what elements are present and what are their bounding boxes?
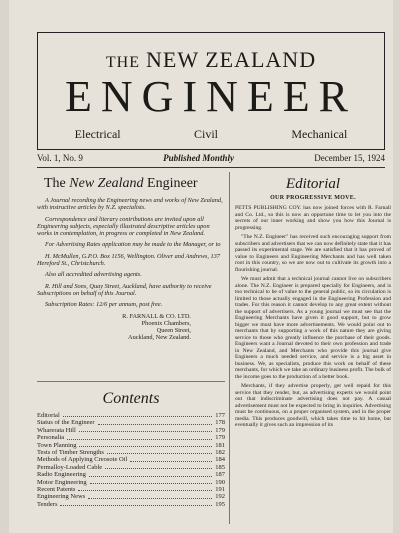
contents-list	[37, 412, 225, 508]
editorial-paragraph: We must admit that a technical journal cannot live on subscribers alone. The N.Z. Engineer is prepared specially for Engineers, and is too technical to be of value to the general public, so its circulation is limited to those actually engaged in the Engineering Profession and trades. For this reason it cannot develop to any great extent without the support of advertisers. As a young journal we must see that the Engineering Merchants have given it good support, but to grow bigger we must have more advertisements. We would point out to merchants that by supporting a work of this nature they are giving service to those who greatly influence the purchase of their goods. Engineers want a Journal devoted to their own profession and trade in New Zealand, and Merchants who provide this journal give Engineers a much needed service, and service is a big asset in business. We, as specialists, produce this work on behalf of these merchants, for which we take an ordinary business profit. The bulk of the income goes to the production of a better book.	[235, 276, 392, 380]
masthead-the: THE	[105, 54, 141, 71]
contents-item-page: 187	[215, 471, 225, 479]
contents-leader-dots	[98, 419, 213, 424]
contents-item-label: Motor Engineering	[37, 478, 87, 486]
contents-item-label: Personalia	[37, 434, 65, 442]
issue-volume: Vol. 1, No. 9	[37, 153, 83, 163]
intro-column	[37, 176, 225, 348]
contents-item-label: Methods of Applying Creosote Oil	[37, 456, 128, 464]
contents-item	[37, 427, 225, 434]
contents-item-label: Wharerata Hill	[37, 426, 76, 434]
contents-leader-dots	[88, 493, 212, 498]
contents-leader-dots	[107, 449, 212, 454]
contents-item-page: 178	[215, 419, 225, 427]
contents-item-page: 185	[215, 463, 225, 471]
contents-leader-dots	[90, 479, 213, 484]
contents-item	[37, 464, 225, 471]
intro-paragraph: A Journal recording the Engineering news and works of New Zealand, with instructive articles by N.Z. specialists.	[37, 197, 223, 212]
contents-item-label: Tests of Timber Strengths	[37, 449, 104, 457]
contents-item-page: 195	[215, 500, 225, 508]
contents-item-page: 177	[215, 412, 225, 419]
intro-paragraph: For Advertising Rates application may be made to the Manager, or to	[45, 241, 221, 249]
contents-leader-dots	[63, 412, 213, 417]
intro-paragraph: H. McMullen, G.P.O. Box 1156, Wellington. Oliver and Andrews, 137 Hereford St., Christchurch.	[37, 252, 220, 268]
contents-item	[37, 419, 225, 426]
intro-title-suffix: Engineer	[147, 176, 198, 191]
discipline-civil: Civil	[193, 127, 218, 141]
contents-item-label: Town Planning	[37, 441, 77, 449]
discipline-electrical: Electrical	[74, 127, 121, 141]
issue-date: December 15, 1924	[314, 153, 385, 163]
masthead	[37, 32, 385, 150]
editorial-column	[235, 176, 391, 432]
editorial-paragraph: PETTS PUBLISHING COY. has now joined forces with R. Farnall and Co. Ltd., so this is now an opportune time to let you into the secrets of our inner working and show you how this Journal is progressing.	[235, 205, 391, 231]
contents-item	[37, 434, 225, 441]
masthead-top	[38, 49, 384, 74]
contents-leader-dots	[105, 464, 212, 469]
contents-item	[37, 479, 225, 486]
editorial-title: Editorial	[285, 176, 341, 192]
editorial-subtitle: OUR PROGRESSIVE MOVE.	[270, 195, 356, 201]
intro-paragraph: R. Hill and Sons, Quay Street, Auckland, have authority to receive Subscriptions on behalf of this Journal.	[37, 282, 212, 297]
column-divider	[229, 172, 230, 524]
contents-leader-dots	[67, 434, 212, 439]
contents-item-label: Tenders	[37, 500, 58, 508]
contents-item-label: Status of the Engineer	[37, 419, 95, 427]
contents-item-page: 179	[215, 426, 225, 434]
contents-leader-dots	[89, 471, 212, 476]
contents-item-page: 191	[215, 486, 225, 494]
contents-item-label: Recent Patents	[37, 486, 76, 494]
contents-item	[37, 412, 225, 419]
contents-title: Contents	[102, 390, 160, 407]
intro-paragraph: Also all accredited advertising agents.	[45, 271, 142, 279]
contents-item-label: Editorial	[37, 412, 60, 419]
editorial-paragraph: Merchants, if they advertise properly, get well repaid for this service that they render, but, as advertising experts we would point out that indiscriminate advertising does not pay. A casual advertisement must not be expected to bring in inquiries. Advertising must be continuous, on a proper organised system, and in the proper media. This produces goodwill, which takes time to hit home, but eventually it gives such an impression of its	[235, 383, 391, 428]
contents-item	[37, 471, 225, 478]
issue-frequency: Published Monthly	[163, 153, 234, 163]
journal-page	[9, 0, 393, 533]
masthead-title: ENGINEER	[65, 72, 357, 121]
masthead-title-top: NEW ZEALAND	[146, 47, 317, 72]
contents-item-page: 181	[215, 441, 225, 449]
issue-line	[37, 153, 385, 168]
contents-leader-dots	[130, 456, 212, 461]
contents-item	[37, 456, 225, 463]
discipline-mechanical: Mechanical	[291, 127, 348, 141]
contents-item-page: 184	[215, 456, 225, 464]
publisher-address	[37, 313, 191, 342]
intro-title	[44, 176, 225, 192]
address-line: Auckland, New Zealand.	[128, 334, 191, 342]
contents-item-label: Engineering News	[37, 493, 86, 501]
intro-paragraph: Correspondence and literary contributions are invited upon all Engineering subjects, especially illustrated descriptive articles upon works in contemplation, in progress or completed in New Zealand.	[37, 215, 210, 238]
contents-item	[37, 449, 225, 456]
contents-item-page: 182	[215, 449, 225, 457]
masthead-disciplines	[38, 127, 384, 142]
contents-item-page: 192	[215, 493, 225, 501]
contents-item-label: Radio Engineering	[37, 471, 86, 479]
contents-box	[37, 381, 225, 529]
contents-leader-dots	[79, 427, 212, 432]
intro-paragraph: Subscription Rates: 12/6 per annum, post free.	[45, 301, 163, 309]
intro-title-prefix: The	[44, 176, 66, 191]
contents-leader-dots	[78, 486, 212, 491]
editorial-paragraph: "The N.Z. Engineer" has received such encouraging support from subscribers and advertisers that we can now definitely state that it has passed its experimental stage. We are satisfied that it has proved of value to Engineers and Engineering Merchants and has well taken root in this country, so we are now out to cultivate its growth into a flourishing journal.	[235, 234, 391, 273]
contents-item-page: 190	[215, 478, 225, 486]
contents-item	[37, 493, 225, 500]
address-line: Phoenix Chambers,	[141, 319, 191, 327]
intro-title-em: New Zealand	[69, 176, 144, 191]
contents-item-label: Permalloy-Loaded Cable	[37, 463, 103, 471]
contents-leader-dots	[60, 501, 212, 506]
contents-item	[37, 486, 225, 493]
contents-item	[37, 501, 225, 508]
contents-item-page: 179	[215, 434, 225, 442]
contents-leader-dots	[79, 442, 212, 447]
address-line: R. FARNALL & CO. LTD.	[122, 312, 191, 320]
contents-item	[37, 442, 225, 449]
address-line: Queen Street,	[156, 327, 191, 335]
